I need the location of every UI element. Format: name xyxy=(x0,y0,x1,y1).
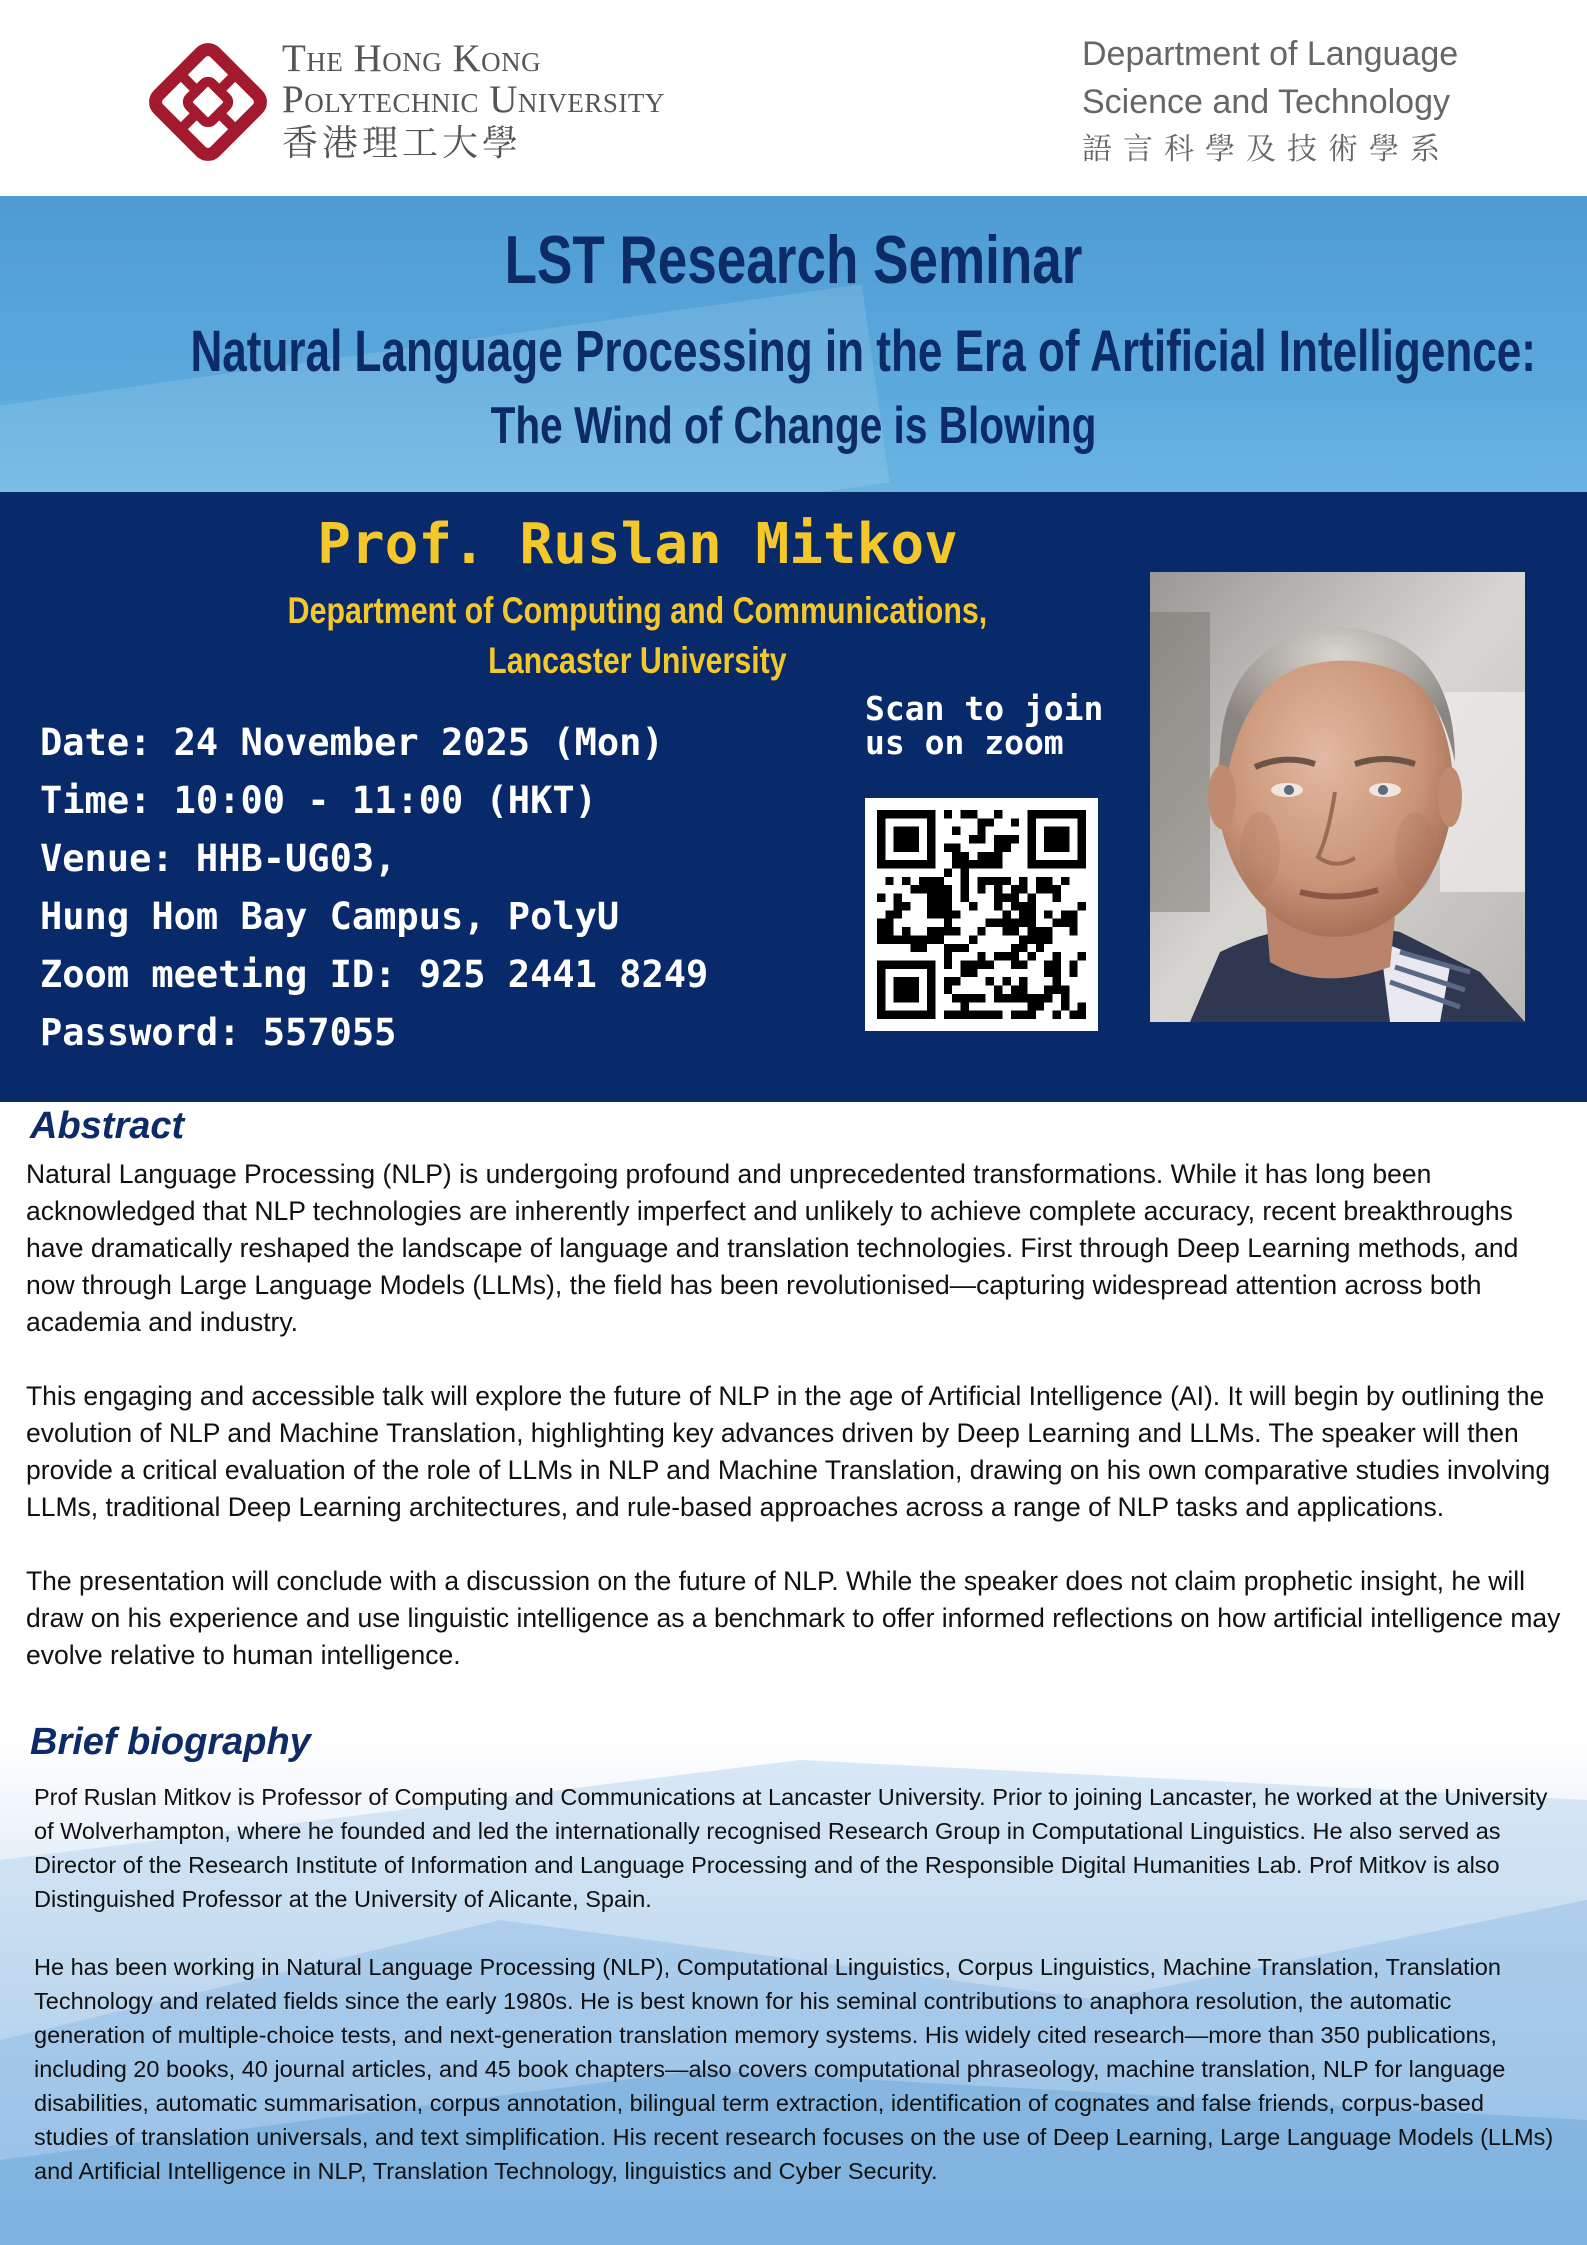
speaker-affiliation-line2: Lancaster University xyxy=(488,640,787,681)
biography-heading: Brief biography xyxy=(30,1721,311,1763)
event-date: Date: 24 November 2025 (Mon) xyxy=(40,721,664,764)
abstract-paragraph: Natural Language Processing (NLP) is undergoing profound and unprecedented transformations. While it has long been acknowledged that NLP technologies are inherently imperfect and unlikely to achieve complete accuracy, recent breakthroughs have dramatically reshaped the landscape of language and translation technologies. First through Deep Learning methods, and now through Large Language Models (LLMs), the field has been revolutionised—capturing widespread attention across both academia and industry. xyxy=(26,1159,1519,1337)
university-name xyxy=(282,38,665,166)
university-name-line1: The Hong Kong xyxy=(282,37,542,80)
university-name-line2: Polytechnic University xyxy=(282,78,665,121)
abstract-body xyxy=(26,1156,1571,1711)
speaker-band xyxy=(0,492,1587,1102)
title-band-sheen xyxy=(0,284,890,492)
abstract-heading: Abstract xyxy=(30,1105,185,1147)
scan-instruction xyxy=(865,689,1104,762)
speaker-affiliation-line1: Department of Computing and Communications, xyxy=(287,590,988,631)
biography-paragraph: He has been working in Natural Language Processing (NLP), Computational Linguistics, Corpus Linguistics, Machine Translation, Translation Technology and related fields since the early 1980s. He is best known for his seminal contributions to anaphora resolution, the automatic generation of multiple-choice tests, and next-generation translation memory systems. His widely cited research—more than 350 publications, including 20 books, 40 journal articles, and 45 book chapters—also covers computational phraseology, machine translation, NLP for language disabilities, automatic summarisation, corpus annotation, bilingual term extraction, identification of cognates and false friends, corpus-based studies of translation universals, and text simplification. His recent research focuses on the use of Deep Learning, Large Language Models (LLMs) and Artificial Intelligence in NLP, Translation Technology, linguistics and Cyber Security. xyxy=(34,1954,1554,2184)
department-name-line2: Science and Technology xyxy=(1082,83,1450,121)
department-name-line1: Department of Language xyxy=(1082,35,1459,73)
event-venue-line2: Hung Hom Bay Campus, PolyU xyxy=(40,895,620,938)
zoom-meeting-id: Zoom meeting ID: 925 2441 8249 xyxy=(40,953,709,996)
abstract-paragraph: The presentation will conclude with a discussion on the future of NLP. While the speaker does not claim prophetic insight, he will draw on his experience and use linguistic intelligence as a benchmark to offer informed reflections on how artificial intelligence may evolve relative to human intelligence. xyxy=(26,1566,1561,1670)
zoom-password: Password: 557055 xyxy=(40,1011,397,1054)
department-name-chinese: 語言科學及技術學系 xyxy=(1082,132,1451,167)
event-details xyxy=(40,714,708,1062)
biography-paragraph: Prof Ruslan Mitkov is Professor of Computing and Communications at Lancaster University. Prior to joining Lancaster, he worked at the University of Wolverhampton, where he founded and led the internationally recognised Research Group in Computational Linguistics. He also served as Director of the Research Institute of Information and Language Processing and of the Responsible Digital Humanities Lab. Prof Mitkov is also Distinguished Professor at the University of Alicante, Spain. xyxy=(34,1784,1548,1912)
polyu-logo-icon xyxy=(142,36,274,168)
zoom-qr-code[interactable] xyxy=(865,798,1098,1031)
poster-header xyxy=(0,0,1587,196)
seminar-subtitle: The Wind of Change is Blowing xyxy=(490,397,1097,455)
scan-instruction-line2: us on zoom xyxy=(865,723,1064,762)
speaker-photo xyxy=(1150,572,1525,1022)
seminar-series-title: LST Research Seminar xyxy=(504,222,1083,298)
speaker-name: Prof. Ruslan Mitkov xyxy=(317,512,958,577)
department-name xyxy=(1082,30,1458,174)
biography-body xyxy=(34,1780,1564,2222)
title-band xyxy=(0,196,1587,492)
university-name-chinese: 香港理工大學 xyxy=(282,123,523,164)
qr-code-icon xyxy=(877,810,1086,1019)
scan-instruction-line1: Scan to join xyxy=(865,689,1104,728)
event-time: Time: 10:00 - 11:00 (HKT) xyxy=(40,779,597,822)
event-venue-line1: Venue: HHB-UG03, xyxy=(40,837,397,880)
speaker-portrait-icon xyxy=(1150,572,1525,1022)
seminar-title: Natural Language Processing in the Era of Artificial Intelligence: xyxy=(190,319,1536,384)
abstract-paragraph: This engaging and accessible talk will explore the future of NLP in the age of Artificial Intelligence (AI). It will begin by outlining the evolution of NLP and Machine Translation, highlighting key advances driven by Deep Learning and LLMs. The speaker will then provide a critical evaluation of the role of LLMs in NLP and Machine Translation, drawing on his own comparative studies involving LLMs, traditional Deep Learning architectures, and rule-based approaches across a range of NLP tasks and applications. xyxy=(26,1381,1551,1522)
